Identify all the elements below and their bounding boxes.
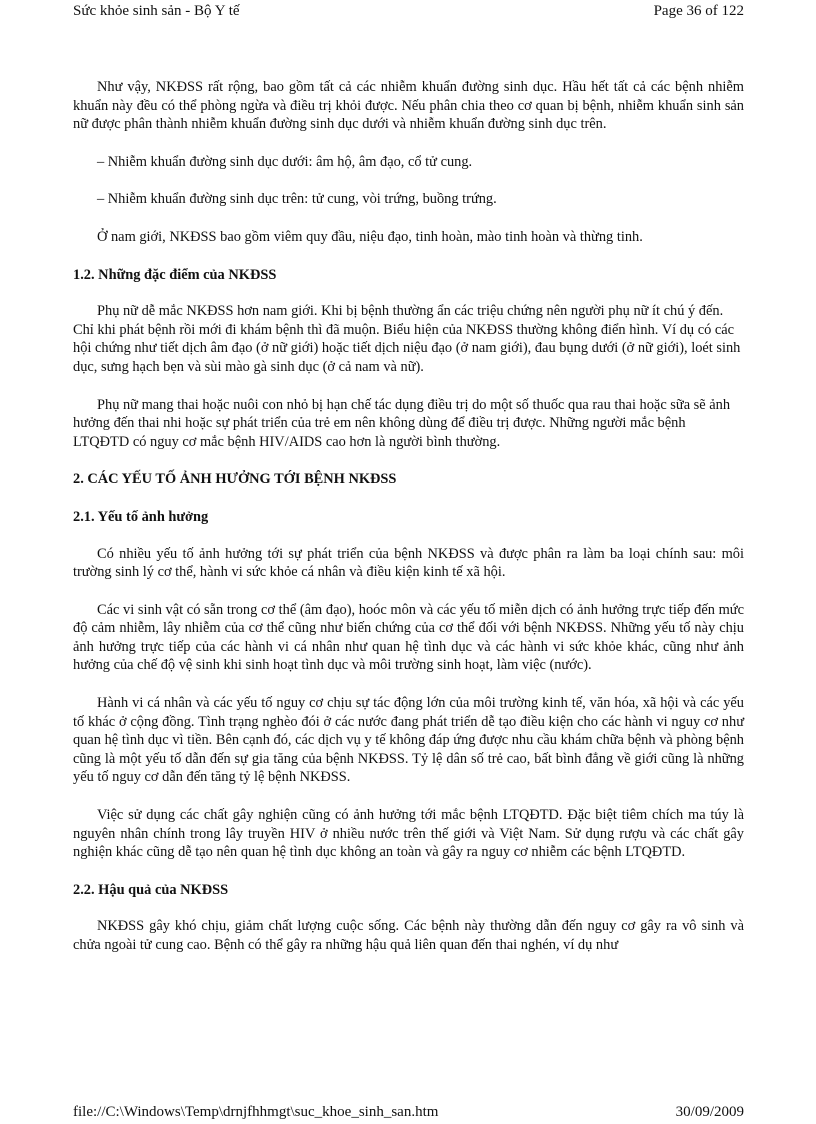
paragraph-substance-use: Việc sử dụng các chất gây nghiện cũng có ảnh hưởng tới mắc bệnh LTQĐTD. Đặc biệt tiêm chích ma túy là nguyên nhân chính trong lây truyền HIV ở nhiều nước trên thế giới và Việt Nam. Sử dụng rượu và các chất gây nghiện khác cũng dễ tạo nên quan hệ tình dục không an toàn và gây ra nguy cơ nhiễm các bệnh LTQĐTD. — [73, 807, 744, 861]
section-heading-2-1: 2.1. Yếu tố ảnh hưởng — [73, 508, 209, 525]
page-header — [73, 3, 744, 25]
paragraph-intro: Như vậy, NKĐSS rất rộng, bao gồm tất cả các nhiễm khuẩn đường sinh dục. Hầu hết tất cả các bệnh nhiễm khuẩn này đều có thể phòng ngừa và điều trị khỏi được. Nếu phân chia theo cơ quan bị bệnh, nhiễm khuẩn sinh sản nữ được phân thành nhiễm khuẩn đường sinh dục dưới và nhiễm khuẩn đường sinh dục trên. — [73, 79, 744, 133]
page-footer — [73, 1104, 744, 1124]
section-heading-1-2: 1.2. Những đặc điểm của NKĐSS — [73, 266, 277, 283]
document-title: Sức khỏe sinh sản - Bộ Y tế — [73, 3, 240, 19]
section-heading-2-2: 2.2. Hậu quả của NKĐSS — [73, 881, 229, 898]
print-date: 30/09/2009 — [675, 1104, 744, 1120]
file-path: file://C:\Windows\Temp\drnjfhhmgt\suc_khoe_sinh_san.htm — [73, 1104, 439, 1120]
paragraph-male-infections: Ở nam giới, NKĐSS bao gồm viêm quy đầu, niệu đạo, tinh hoàn, mào tinh hoàn và thừng tinh. — [97, 228, 643, 245]
bullet-upper-tract: – Nhiễm khuẩn đường sinh dục trên: tử cung, vòi trứng, buồng trứng. — [97, 191, 497, 208]
page-number: Page 36 of 122 — [653, 3, 744, 19]
paragraph-factors-overview: Có nhiều yếu tố ảnh hưởng tới sự phát triển của bệnh NKĐSS và được phân ra làm ba loại chính sau: môi trường sinh lý cơ thể, hành vi sức khỏe cá nhân và điều kiện kinh tế xã hội. — [73, 545, 744, 581]
section-heading-2: 2. CÁC YẾU TỐ ẢNH HƯỞNG TỚI BỆNH NKĐSS — [73, 471, 397, 488]
document-body — [73, 78, 744, 974]
paragraph-characteristics: Phụ nữ dễ mắc NKĐSS hơn nam giới. Khi bị bệnh thường ẩn các triệu chứng nên người phụ nữ ít chú ý đến. Chỉ khi phát bệnh rồi mới đi khám bệnh thì đã muộn. Biểu hiện của NKĐSS thường không điển hình. Ví dụ có các hội chứng như tiết dịch âm đạo (ở nữ giới) hoặc tiết dịch niệu đạo (ở nam giới), đau bụng dưới (ở nữ giới), loét sinh dục, sưng hạch bẹn và sùi mào gà sinh dục (ở cả nam và nữ). — [73, 303, 741, 375]
paragraph-biological-factors: Các vi sinh vật có sẵn trong cơ thể (âm đạo), hoóc môn và các yếu tố miễn dịch có ảnh hưởng trực tiếp đến mức độ cảm nhiễm, lây nhiễm của cơ thể cũng như biến chứng của cơ thể đối với bệnh NKĐSS. Những yếu tố này chịu ảnh hưởng trực tiếp của các hành vi cá nhân như quan hệ tình dục và các hành vi sức khỏe khác, cũng như ảnh hưởng của chế độ vệ sinh khi sinh hoạt tình dục và môi trường sinh hoạt, làm việc (nước). — [73, 601, 744, 674]
paragraph-social-factors: Hành vi cá nhân và các yếu tố nguy cơ chịu sự tác động lớn của môi trường kinh tế, văn hóa, xã hội và các yếu tố khác ở cộng đồng. Tình trạng nghèo đói ở các nước đang phát triển dễ tạo điều kiện cho các hành vi nguy cơ như quan hệ tình dục vì tiền. Bên cạnh đó, các dịch vụ y tế không đáp ứng được nhu cầu khám chữa bệnh và phòng bệnh cũng là một yếu tố dẫn đến sự gia tăng của bệnh NKĐSS. Tỷ lệ dân số trẻ cao, bất bình đẳng về giới cũng là những yếu tố nguy cơ dẫn đến tăng tỷ lệ bệnh NKĐSS. — [73, 695, 744, 786]
bullet-lower-tract: – Nhiễm khuẩn đường sinh dục dưới: âm hộ, âm đạo, cổ tử cung. — [97, 153, 473, 170]
paragraph-consequences: NKĐSS gây khó chịu, giảm chất lượng cuộc sống. Các bệnh này thường dẫn đến nguy cơ gây ra vô sinh và chửa ngoài tử cung cao. Bệnh có thể gây ra những hậu quả liên quan đến thai nghén, ví dụ như — [73, 918, 744, 953]
paragraph-pregnancy: Phụ nữ mang thai hoặc nuôi con nhỏ bị hạn chế tác dụng điều trị do một số thuốc qua rau thai hoặc sữa sẽ ảnh hưởng đến thai nhi hoặc sự phát triển của trẻ em nên không dùng để điều trị được. Những người mắc bệnh LTQĐTD có nguy cơ mắc bệnh HIV/AIDS cao hơn là người bình thường. — [73, 396, 731, 450]
